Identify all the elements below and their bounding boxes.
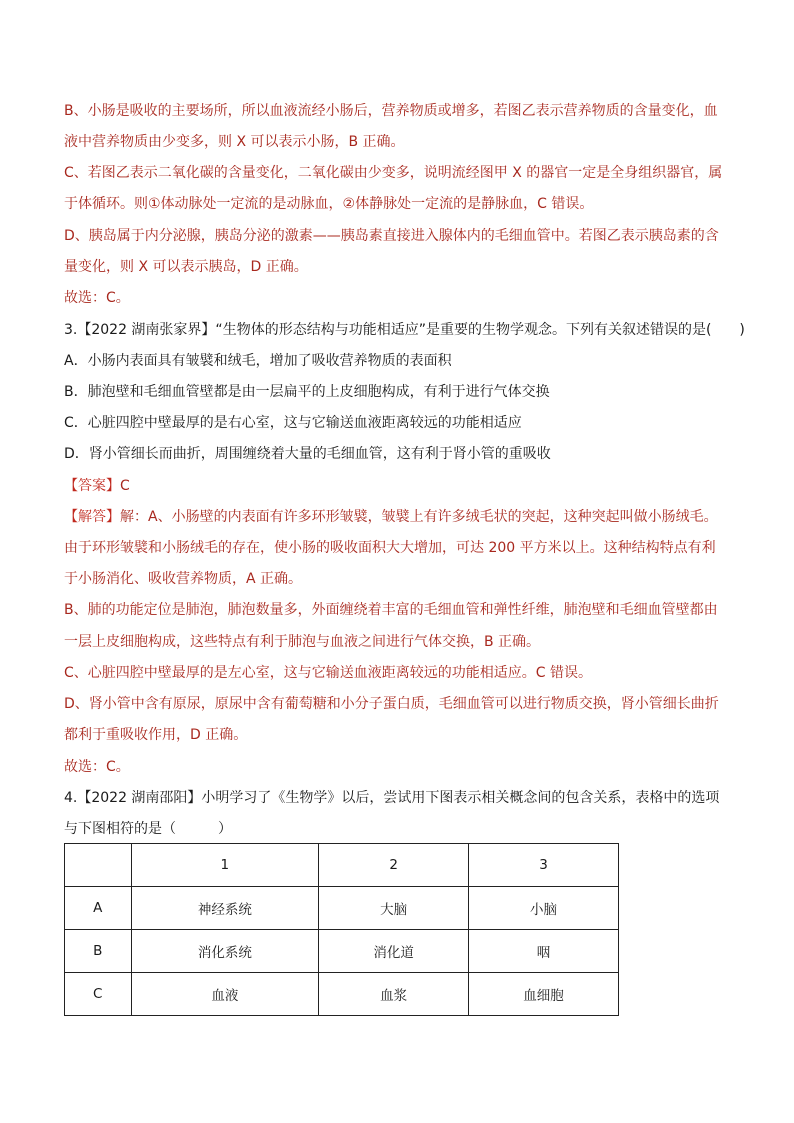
table-cell: C xyxy=(65,973,132,1016)
q3-stem: 3.【2022 湖南张家界】“生物体的形态结构与功能相适应”是重要的生物学观念。下列有关叙述错误的是( ) xyxy=(64,322,745,338)
table-header-row xyxy=(65,844,619,887)
q3-explain-line3: 于小肠消化、吸收营养物质，A 正确。 xyxy=(64,571,303,587)
answer-label: 【答案】 xyxy=(64,478,120,494)
explain-c-line2: 于体循环。则①体动脉处一定流的是动脉血，②体静脉处一定流的是静脉血，C 错误。 xyxy=(64,196,594,212)
table-header-cell: 2 xyxy=(319,844,469,887)
q3-explain-text1: 解：A、小肠壁的内表面有许多环形皱襞，皱襞上有许多绒毛状的突起，这种突起叫做小肠绒毛。 xyxy=(120,509,718,525)
q3-option-d: D．肾小管细长而曲折，周围缠绕着大量的毛细血管，这有利于肾小管的重吸收 xyxy=(64,446,551,462)
table-cell: 小脑 xyxy=(469,887,619,930)
table-row xyxy=(65,973,619,1016)
answer-value: C xyxy=(120,478,130,494)
table-cell: 大脑 xyxy=(319,887,469,930)
jieda-label: 【解答】 xyxy=(64,509,120,525)
q3-option-a: A．小肠内表面具有皱襞和绒毛，增加了吸收营养物质的表面积 xyxy=(64,353,452,369)
q3-explain-line4: B、肺的功能定位是肺泡，肺泡数量多，外面缠绕着丰富的毛细血管和弹性纤维，肺泡壁和毛细血管壁都由 xyxy=(64,602,718,618)
table-cell: 咽 xyxy=(469,930,619,973)
table-cell: 血细胞 xyxy=(469,973,619,1016)
options-table xyxy=(64,843,619,1016)
table-header-cell: 1 xyxy=(131,844,319,887)
q3-explain-line7: D、肾小管中含有原尿，原尿中含有葡萄糖和小分子蛋白质，毛细血管可以进行物质交换，肾小管细长曲折 xyxy=(64,696,719,712)
table-cell: 消化系统 xyxy=(131,930,319,973)
table-cell: 消化道 xyxy=(319,930,469,973)
q3-explain-line5: 一层上皮细胞构成，这些特点有利于肺泡与血液之间进行气体交换，B 正确。 xyxy=(64,634,541,650)
explain-answer: 故选：C。 xyxy=(64,290,130,306)
explain-d-line1: D、胰岛属于内分泌腺，胰岛分泌的激素——胰岛素直接进入腺体内的毛细血管中。若图乙表示胰岛素的含 xyxy=(64,228,719,244)
table-cell: B xyxy=(65,930,132,973)
table-cell: 神经系统 xyxy=(131,887,319,930)
q3-explain-line6: C、心脏四腔中壁最厚的是左心室，这与它输送血液距离较远的功能相适应。C 错误。 xyxy=(64,665,592,681)
table-row xyxy=(65,930,619,973)
q3-option-c: C．心脏四腔中壁最厚的是右心室，这与它输送血液距离较远的功能相适应 xyxy=(64,415,522,431)
q4-stem-line1: 4.【2022 湖南邵阳】小明学习了《生物学》以后，尝试用下图表示相关概念间的包含关系，表格中的选项 xyxy=(64,790,720,806)
explain-b-line1: B、小肠是吸收的主要场所，所以血液流经小肠后，营养物质或增多，若图乙表示营养物质的含量变化，血 xyxy=(64,103,718,119)
q3-explain-line1 xyxy=(64,507,718,527)
explain-d-line2: 量变化，则 X 可以表示胰岛，D 正确。 xyxy=(64,259,308,275)
table-row xyxy=(65,887,619,930)
q3-answer-line xyxy=(64,476,130,496)
table-cell: 血浆 xyxy=(319,973,469,1016)
table-cell: 血液 xyxy=(131,973,319,1016)
q3-explain-line2: 由于环形皱襞和小肠绒毛的存在，使小肠的吸收面积大大增加，可达 200 平方米以上。这种结构特点有利 xyxy=(64,540,716,556)
q4-stem-line2: 与下图相符的是（ ） xyxy=(64,821,232,837)
table-header-cell xyxy=(65,844,132,887)
explain-b-line2: 液中营养物质由少变多，则 X 可以表示小肠，B 正确。 xyxy=(64,134,405,150)
q3-answer: 故选：C。 xyxy=(64,759,130,775)
explain-c-line1: C、若图乙表示二氧化碳的含量变化，二氧化碳由少变多，说明流经图甲 X 的器官一定是全身组织器官，属 xyxy=(64,165,723,181)
table-header-cell: 3 xyxy=(469,844,619,887)
table-cell: A xyxy=(65,887,132,930)
q3-option-b: B．肺泡壁和毛细血管壁都是由一层扁平的上皮细胞构成，有利于进行气体交换 xyxy=(64,384,550,400)
q3-explain-line8: 都利于重吸收作用，D 正确。 xyxy=(64,727,248,743)
